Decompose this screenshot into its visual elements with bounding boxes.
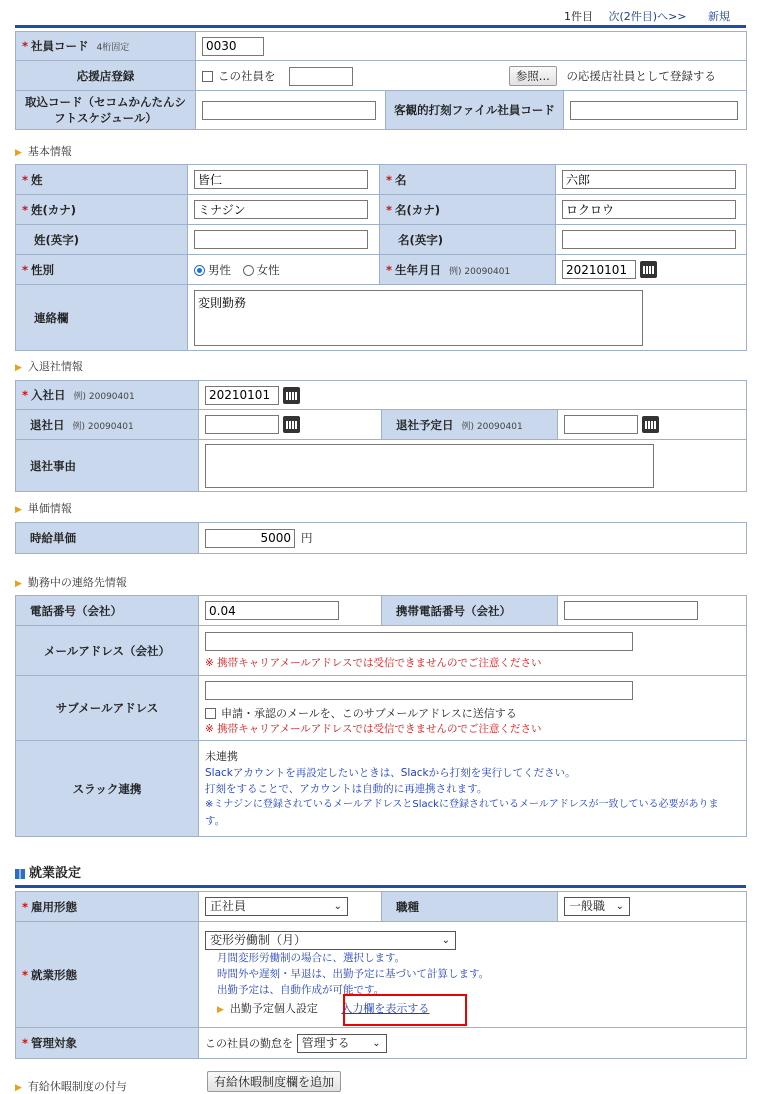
add-paid-leave-button[interactable]: 有給休暇制度欄を追加 (207, 1071, 341, 1092)
first-name-label: 名 (395, 172, 407, 187)
objective-code-input[interactable] (570, 101, 738, 120)
first-kana-input[interactable] (562, 200, 736, 219)
price-info-section: ▶ 単価情報 (15, 502, 72, 515)
last-kana-input[interactable] (194, 200, 368, 219)
emp-type-label: 雇用形態 (31, 899, 78, 914)
price-info-table: 時給単価 5000 円 (15, 522, 747, 554)
plan-setting-label: 出勤予定個人設定 (229, 1001, 318, 1015)
work-settings-heading: 就業設定 (15, 862, 81, 881)
male-radio[interactable] (194, 265, 205, 276)
birth-input[interactable] (562, 260, 636, 279)
job-select[interactable]: 一般職 ⌄ (564, 897, 630, 916)
support-label: 応援店登録 (16, 61, 196, 91)
planned-leave-label: 退社予定日 (396, 417, 454, 432)
objective-code-label: 客観的打刻ファイル社員コード (386, 91, 564, 130)
next-record-link[interactable]: 次(2件目)へ>> (608, 10, 687, 23)
basic-info-table: * 姓 皆仁 * 名 六郎 * 姓(カナ) ミナジン * 名(カナ) ロクロウ 姓(英字) 名(英字) * 性別 男性 女性 * 生年月日 例) 20090401 20210101 連絡欄 変則勤務 (15, 164, 747, 351)
sex-label: 性別 (31, 262, 55, 277)
slack-label: スラック連携 (16, 741, 199, 837)
mail-label: メールアドレス（会社） (16, 626, 199, 676)
leave-date-input[interactable] (205, 415, 279, 434)
work-form-label: 就業形態 (31, 967, 78, 982)
hourly-input[interactable] (205, 529, 295, 548)
work-divider (15, 885, 746, 888)
calendar-icon[interactable] (642, 416, 659, 433)
last-kana-label: 姓(カナ) (31, 202, 77, 217)
hourly-label: 時給単価 (16, 523, 199, 554)
basic-info-section: ▶ 基本情報 (15, 145, 72, 158)
contact-note-label: 連絡欄 (16, 285, 188, 351)
emp-code-input[interactable] (202, 37, 264, 56)
sub-mail-warning: ※ 携帯キャリアメールアドレスでは受信できませんのでご注意ください (205, 722, 542, 735)
manage-select[interactable]: 管理する ⌄ (297, 1034, 387, 1053)
support-browse-button[interactable]: 参照... (509, 66, 557, 86)
phone-input[interactable] (205, 601, 339, 620)
first-en-input[interactable] (562, 230, 736, 249)
sub-mail-label: サブメールアドレス (16, 676, 199, 741)
highlight-box (343, 994, 467, 1026)
leave-reason-label: 退社事由 (16, 440, 199, 492)
chevron-down-icon: ⌄ (333, 901, 342, 912)
support-checkbox[interactable] (202, 71, 213, 82)
emp-code-label: * 社員コード 4桁固定 (16, 32, 196, 61)
chevron-down-icon: ⌄ (615, 901, 624, 912)
calendar-icon[interactable] (640, 261, 657, 278)
birth-label: 生年月日 (395, 262, 442, 277)
phone-label: 電話番号（会社） (16, 596, 199, 626)
work-form-select[interactable]: 変形労働制（月） ⌄ (205, 931, 456, 950)
join-info-section: ▶ 入退社情報 (15, 360, 83, 373)
leave-date-label: 退社日 (30, 417, 65, 432)
header-divider (15, 25, 746, 28)
mail-warning: ※ 携帯キャリアメールアドレスでは受信できませんのでご注意ください (205, 656, 542, 669)
job-label: 職種 (382, 892, 558, 922)
mail-input[interactable] (205, 632, 633, 651)
join-info-table: * 入社日 例) 20090401 20210101 退社日 例) 20090401 退社予定日 例) 20090401 退社事由 (15, 380, 747, 492)
leave-reason-textarea[interactable] (205, 444, 654, 488)
import-code-input[interactable] (202, 101, 376, 120)
last-en-label: 姓(英字) (16, 225, 188, 255)
sub-mail-input[interactable] (205, 681, 633, 700)
import-code-label: 取込コード（セコムかんたんシフトスケジュール） (16, 91, 196, 130)
planned-leave-input[interactable] (564, 415, 638, 434)
manage-label: 管理対象 (31, 1036, 78, 1050)
contact-note-textarea[interactable] (194, 290, 643, 346)
calendar-icon[interactable] (283, 387, 300, 404)
female-radio[interactable] (243, 265, 254, 276)
last-name-input[interactable] (194, 170, 368, 189)
pager (552, 8, 730, 24)
grid-icon (15, 869, 25, 879)
record-count: 1件目 (563, 10, 593, 23)
support-store-input[interactable] (289, 67, 353, 86)
chevron-down-icon: ⌄ (372, 1037, 381, 1049)
mobile-input[interactable] (564, 601, 698, 620)
first-name-input[interactable] (562, 170, 736, 189)
last-en-input[interactable] (194, 230, 368, 249)
emp-type-select[interactable]: 正社員 ⌄ (205, 897, 348, 916)
employee-code-table: * 社員コード 4桁固定 0030 応援店登録 この社員を 参照... の応援店社員として登録する 取込コード（セコムかんたんシフトスケジュール） 客観的打刻ファイル社員コード (15, 31, 747, 130)
first-kana-label: 名(カナ) (395, 202, 441, 217)
last-name-label: 姓 (31, 172, 43, 187)
paid-leave-section: ▶ 有給休暇制度の付与 (15, 1080, 127, 1093)
sub-mail-checkbox[interactable] (205, 708, 216, 719)
mobile-label: 携帯電話番号（会社） (382, 596, 558, 626)
contact-info-section: ▶ 勤務中の連絡先情報 (15, 576, 127, 589)
new-record-link[interactable]: 新規 (708, 10, 730, 23)
join-date-label: 入社日 (31, 388, 66, 402)
calendar-icon[interactable] (283, 416, 300, 433)
join-date-input[interactable] (205, 386, 279, 405)
show-input-link[interactable]: 入力欄を表示する (341, 1001, 430, 1015)
slack-status: 未連携 (205, 749, 238, 763)
chevron-down-icon: ⌄ (441, 934, 450, 946)
first-en-label: 名(英字) (380, 225, 556, 255)
contact-info-table: 電話番号（会社） 0.04 携帯電話番号（会社） メールアドレス（会社） ※ 携帯キャリアメールアドレスでは受信できませんのでご注意ください サブメールアドレス 申請・承認のメールを、このサブメールアドレスに送信する ※ 携帯キャリアメールアドレスでは受信できませんのでご注意ください スラック連携 未連携 Slackアカウントを再設定したいときは、Slackから打刻を実行してください。 打刻をすることで、アカウントは自動的に再連携されます。 ※ミナジンに登録されているメールアドレスとSlackに登録されているメールアドレスが一致している必要がありま す。 (15, 595, 747, 837)
work-settings-table: * 雇用形態 正社員 ⌄ 職種 一般職 ⌄ * 就業形態 変形労働制（月） ⌄ 月間変形労働制の場合に、選択します。 時間外や遅刻・早退は、出勤予定に基づいて計算します。 出勤予定は、自動作成が可能です。 ▶ 出勤予定個人設定 入力欄を表示する * 管理対象 この社員の勤怠を 管理する ⌄ (15, 891, 747, 1059)
